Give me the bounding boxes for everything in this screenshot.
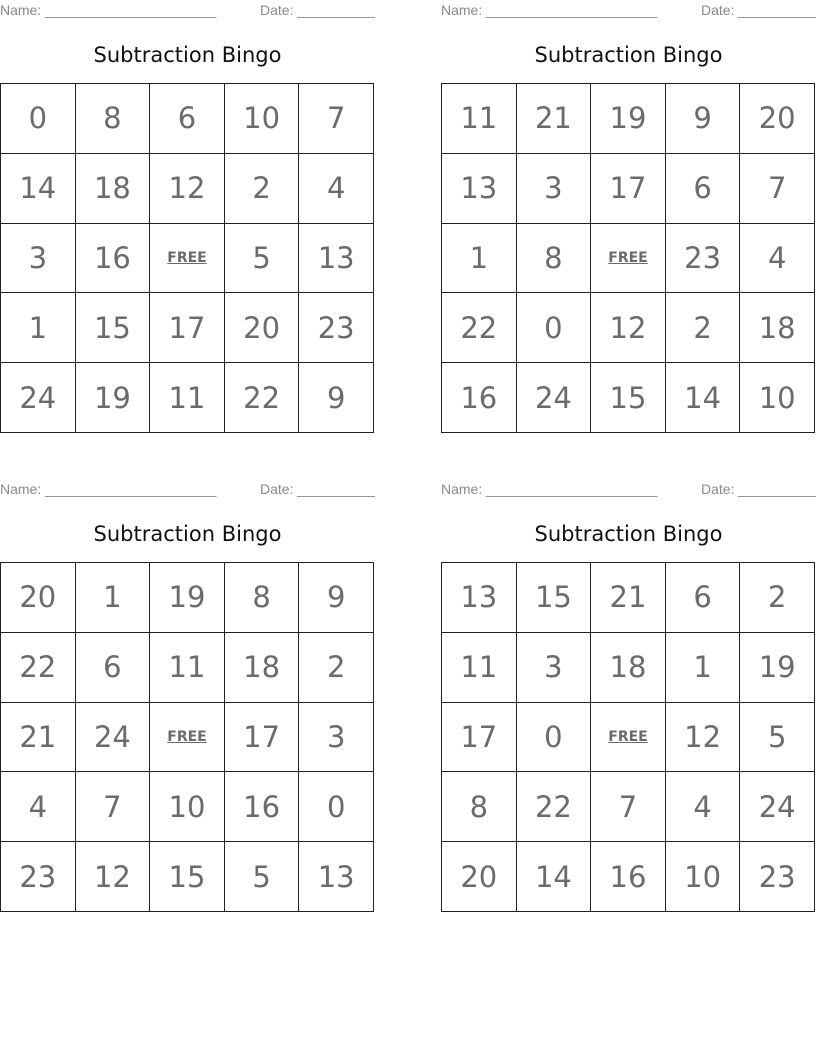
bingo-number: 8 (469, 789, 489, 824)
name-date-header (441, 2, 816, 18)
bingo-cell[interactable] (517, 842, 592, 912)
bingo-number: 4 (326, 171, 346, 206)
date-blank-line: __________ (738, 481, 816, 497)
bingo-number: 24 (534, 380, 572, 415)
bingo-cell[interactable] (517, 84, 592, 154)
bingo-number: 4 (28, 789, 48, 824)
bingo-cell[interactable] (740, 84, 815, 154)
name-label: Name: (441, 2, 483, 18)
bingo-cell[interactable] (442, 633, 517, 703)
bingo-number: 19 (609, 101, 647, 136)
bingo-number: 2 (693, 310, 712, 345)
bingo-grid (441, 83, 815, 433)
bingo-card (441, 0, 816, 434)
bingo-cell[interactable] (150, 363, 225, 433)
bingo-cell[interactable] (150, 772, 225, 842)
bingo-number: 7 (767, 171, 787, 206)
bingo-cell[interactable] (442, 84, 517, 154)
date-blank-line: __________ (297, 2, 375, 18)
bingo-number: 13 (317, 859, 355, 894)
bingo-number: 11 (460, 650, 498, 685)
bingo-number: 7 (618, 789, 638, 824)
bingo-cell[interactable] (76, 154, 151, 224)
bingo-number: 9 (326, 380, 346, 415)
bingo-cell[interactable] (591, 633, 666, 703)
bingo-number: 20 (243, 310, 281, 345)
bingo-number: 20 (460, 859, 498, 894)
bingo-card (0, 479, 375, 913)
date-blank-line: __________ (297, 481, 375, 497)
bingo-number: 8 (544, 240, 563, 275)
free-space-cell[interactable] (591, 224, 666, 294)
bingo-number: 0 (28, 101, 48, 136)
bingo-cell[interactable] (666, 154, 741, 224)
bingo-number: 14 (19, 171, 57, 206)
name-blank-line: ______________________ (45, 481, 217, 497)
bingo-cell[interactable] (591, 842, 666, 912)
bingo-number: 18 (609, 650, 647, 685)
bingo-cell[interactable] (591, 772, 666, 842)
bingo-card (441, 479, 816, 913)
bingo-cell[interactable] (225, 563, 300, 633)
bingo-number: 23 (317, 310, 355, 345)
bingo-cell[interactable] (740, 293, 815, 363)
bingo-cell[interactable] (225, 633, 300, 703)
free-space-label: FREE (167, 728, 207, 745)
date-label: Date: (701, 481, 735, 497)
bingo-cell[interactable] (740, 633, 815, 703)
bingo-cell[interactable] (1, 224, 76, 294)
bingo-number: 8 (252, 580, 271, 615)
free-space-label: FREE (608, 728, 648, 745)
bingo-cell[interactable] (740, 842, 815, 912)
bingo-number: 7 (103, 789, 122, 824)
name-date-header (441, 481, 816, 497)
bingo-cell[interactable] (517, 293, 592, 363)
bingo-number: 24 (758, 789, 796, 824)
bingo-cell[interactable] (76, 633, 151, 703)
bingo-number: 4 (693, 789, 712, 824)
name-blank-line: ______________________ (45, 2, 217, 18)
bingo-number: 21 (534, 101, 572, 136)
bingo-number: 3 (326, 719, 346, 754)
bingo-cell[interactable] (591, 563, 666, 633)
bingo-cell[interactable] (76, 563, 151, 633)
bingo-number: 16 (243, 789, 281, 824)
bingo-cell[interactable] (740, 772, 815, 842)
bingo-number: 10 (684, 859, 722, 894)
bingo-number: 14 (534, 859, 572, 894)
bingo-number: 12 (168, 171, 206, 206)
bingo-number: 14 (684, 380, 722, 415)
bingo-number: 15 (609, 380, 647, 415)
bingo-number: 6 (693, 171, 712, 206)
bingo-number: 12 (93, 859, 131, 894)
bingo-cell[interactable] (517, 633, 592, 703)
bingo-number: 2 (252, 171, 271, 206)
bingo-number: 16 (93, 240, 131, 275)
bingo-number: 20 (758, 101, 796, 136)
bingo-number: 22 (534, 789, 572, 824)
bingo-number: 18 (243, 650, 281, 685)
bingo-cell[interactable] (76, 363, 151, 433)
bingo-cell[interactable] (442, 363, 517, 433)
free-space-cell[interactable] (591, 703, 666, 773)
bingo-number: 9 (326, 580, 346, 615)
bingo-number: 21 (19, 719, 57, 754)
bingo-number: 5 (252, 240, 271, 275)
bingo-number: 10 (168, 789, 206, 824)
bingo-cell[interactable] (591, 154, 666, 224)
bingo-number: 0 (544, 719, 563, 754)
bingo-number: 22 (460, 310, 498, 345)
bingo-cell[interactable] (76, 772, 151, 842)
card-title: Subtraction Bingo (93, 522, 282, 546)
bingo-cell[interactable] (225, 224, 300, 294)
bingo-number: 15 (93, 310, 131, 345)
bingo-cell[interactable] (517, 703, 592, 773)
bingo-number: 12 (684, 719, 722, 754)
free-space-label: FREE (608, 249, 648, 266)
bingo-cell[interactable] (150, 842, 225, 912)
bingo-number: 1 (469, 240, 489, 275)
card-title: Subtraction Bingo (534, 43, 723, 67)
bingo-cell[interactable] (1, 703, 76, 773)
bingo-cell[interactable] (150, 84, 225, 154)
bingo-grid (0, 83, 374, 433)
bingo-number: 20 (19, 580, 57, 615)
bingo-number: 11 (168, 650, 206, 685)
bingo-number: 9 (693, 101, 712, 136)
name-label: Name: (441, 481, 483, 497)
bingo-cell[interactable] (666, 293, 741, 363)
bingo-number: 13 (460, 171, 498, 206)
bingo-cell[interactable] (666, 633, 741, 703)
bingo-number: 18 (758, 310, 796, 345)
bingo-cell[interactable] (517, 363, 592, 433)
bingo-cell[interactable] (517, 154, 592, 224)
bingo-grid (0, 562, 374, 912)
date-label: Date: (260, 481, 294, 497)
bingo-cell[interactable] (591, 84, 666, 154)
card-title: Subtraction Bingo (93, 43, 282, 67)
bingo-cell[interactable] (299, 703, 374, 773)
bingo-number: 0 (326, 789, 346, 824)
bingo-cell[interactable] (517, 563, 592, 633)
date-label: Date: (260, 2, 294, 18)
bingo-number: 1 (693, 650, 712, 685)
bingo-number: 13 (317, 240, 355, 275)
bingo-cell[interactable] (1, 772, 76, 842)
bingo-cell[interactable] (1, 842, 76, 912)
free-space-cell[interactable] (150, 703, 225, 773)
bingo-cell[interactable] (299, 772, 374, 842)
bingo-number: 23 (758, 859, 796, 894)
bingo-number: 6 (103, 650, 122, 685)
bingo-number: 15 (534, 580, 572, 615)
bingo-cell[interactable] (442, 563, 517, 633)
bingo-number: 1 (103, 580, 122, 615)
bingo-cell[interactable] (591, 363, 666, 433)
bingo-cell[interactable] (1, 293, 76, 363)
bingo-number: 4 (767, 240, 787, 275)
bingo-cell[interactable] (591, 293, 666, 363)
bingo-number: 3 (28, 240, 48, 275)
bingo-cell[interactable] (740, 154, 815, 224)
bingo-number: 21 (609, 580, 647, 615)
bingo-number: 18 (93, 171, 131, 206)
card-title: Subtraction Bingo (534, 522, 723, 546)
date-label: Date: (701, 2, 735, 18)
free-space-label: FREE (167, 249, 207, 266)
bingo-cell[interactable] (150, 633, 225, 703)
bingo-cell[interactable] (740, 363, 815, 433)
bingo-cell[interactable] (225, 703, 300, 773)
bingo-number: 2 (767, 580, 787, 615)
bingo-cell[interactable] (225, 84, 300, 154)
name-label: Name: (0, 481, 42, 497)
bingo-number: 23 (684, 240, 722, 275)
name-blank-line: ______________________ (486, 2, 658, 18)
bingo-cell[interactable] (666, 84, 741, 154)
bingo-cell[interactable] (740, 703, 815, 773)
bingo-number: 5 (252, 859, 271, 894)
bingo-cell[interactable] (442, 293, 517, 363)
bingo-number: 1 (28, 310, 48, 345)
bingo-cell[interactable] (299, 563, 374, 633)
free-space-cell[interactable] (150, 224, 225, 294)
bingo-cell[interactable] (1, 633, 76, 703)
bingo-cell[interactable] (1, 363, 76, 433)
bingo-number: 7 (326, 101, 346, 136)
bingo-number: 11 (168, 380, 206, 415)
bingo-cell[interactable] (299, 84, 374, 154)
bingo-number: 15 (168, 859, 206, 894)
bingo-number: 17 (609, 171, 647, 206)
bingo-cell[interactable] (740, 563, 815, 633)
bingo-cell[interactable] (299, 842, 374, 912)
bingo-number: 10 (243, 101, 281, 136)
bingo-cell[interactable] (442, 224, 517, 294)
bingo-cell[interactable] (76, 293, 151, 363)
bingo-cell[interactable] (1, 84, 76, 154)
bingo-number: 17 (243, 719, 281, 754)
bingo-number: 0 (544, 310, 563, 345)
bingo-cell[interactable] (666, 842, 741, 912)
bingo-cell[interactable] (150, 293, 225, 363)
bingo-number: 3 (544, 171, 563, 206)
bingo-number: 22 (243, 380, 281, 415)
bingo-cell[interactable] (299, 293, 374, 363)
bingo-number: 19 (168, 580, 206, 615)
bingo-cell[interactable] (76, 842, 151, 912)
bingo-number: 24 (93, 719, 131, 754)
bingo-number: 16 (460, 380, 498, 415)
bingo-number: 6 (177, 101, 197, 136)
bingo-number: 17 (460, 719, 498, 754)
bingo-cell[interactable] (666, 363, 741, 433)
date-blank-line: __________ (738, 2, 816, 18)
bingo-cell[interactable] (225, 842, 300, 912)
bingo-number: 10 (758, 380, 796, 415)
bingo-cell[interactable] (225, 154, 300, 224)
bingo-number: 8 (103, 101, 122, 136)
bingo-number: 16 (609, 859, 647, 894)
bingo-cell[interactable] (1, 563, 76, 633)
bingo-cell[interactable] (740, 224, 815, 294)
bingo-number: 3 (544, 650, 563, 685)
bingo-cell[interactable] (225, 363, 300, 433)
bingo-cell[interactable] (442, 772, 517, 842)
bingo-cell[interactable] (150, 154, 225, 224)
bingo-cell[interactable] (76, 84, 151, 154)
bingo-cell[interactable] (1, 154, 76, 224)
bingo-cell[interactable] (225, 772, 300, 842)
bingo-number: 24 (19, 380, 57, 415)
bingo-number: 19 (758, 650, 796, 685)
bingo-number: 12 (609, 310, 647, 345)
name-blank-line: ______________________ (486, 481, 658, 497)
bingo-number: 5 (767, 719, 787, 754)
bingo-cell[interactable] (517, 224, 592, 294)
bingo-cell[interactable] (517, 772, 592, 842)
bingo-cell[interactable] (299, 154, 374, 224)
bingo-cell[interactable] (666, 703, 741, 773)
bingo-number: 2 (326, 650, 346, 685)
bingo-cell[interactable] (442, 703, 517, 773)
bingo-cell[interactable] (299, 363, 374, 433)
name-date-header (0, 2, 375, 18)
bingo-cell[interactable] (225, 293, 300, 363)
name-label: Name: (0, 2, 42, 18)
bingo-cell[interactable] (666, 772, 741, 842)
bingo-number: 22 (19, 650, 57, 685)
bingo-cell[interactable] (76, 703, 151, 773)
bingo-number: 11 (460, 101, 498, 136)
bingo-cell[interactable] (76, 224, 151, 294)
bingo-cell[interactable] (442, 842, 517, 912)
bingo-cell[interactable] (299, 633, 374, 703)
bingo-number: 23 (19, 859, 57, 894)
bingo-number: 13 (460, 580, 498, 615)
bingo-cell[interactable] (442, 154, 517, 224)
bingo-number: 6 (693, 580, 712, 615)
name-date-header (0, 481, 375, 497)
bingo-cell[interactable] (150, 563, 225, 633)
bingo-cell[interactable] (666, 224, 741, 294)
bingo-card (0, 0, 375, 434)
bingo-cell[interactable] (299, 224, 374, 294)
bingo-number: 19 (93, 380, 131, 415)
bingo-number: 17 (168, 310, 206, 345)
bingo-cell[interactable] (666, 563, 741, 633)
bingo-grid (441, 562, 815, 912)
